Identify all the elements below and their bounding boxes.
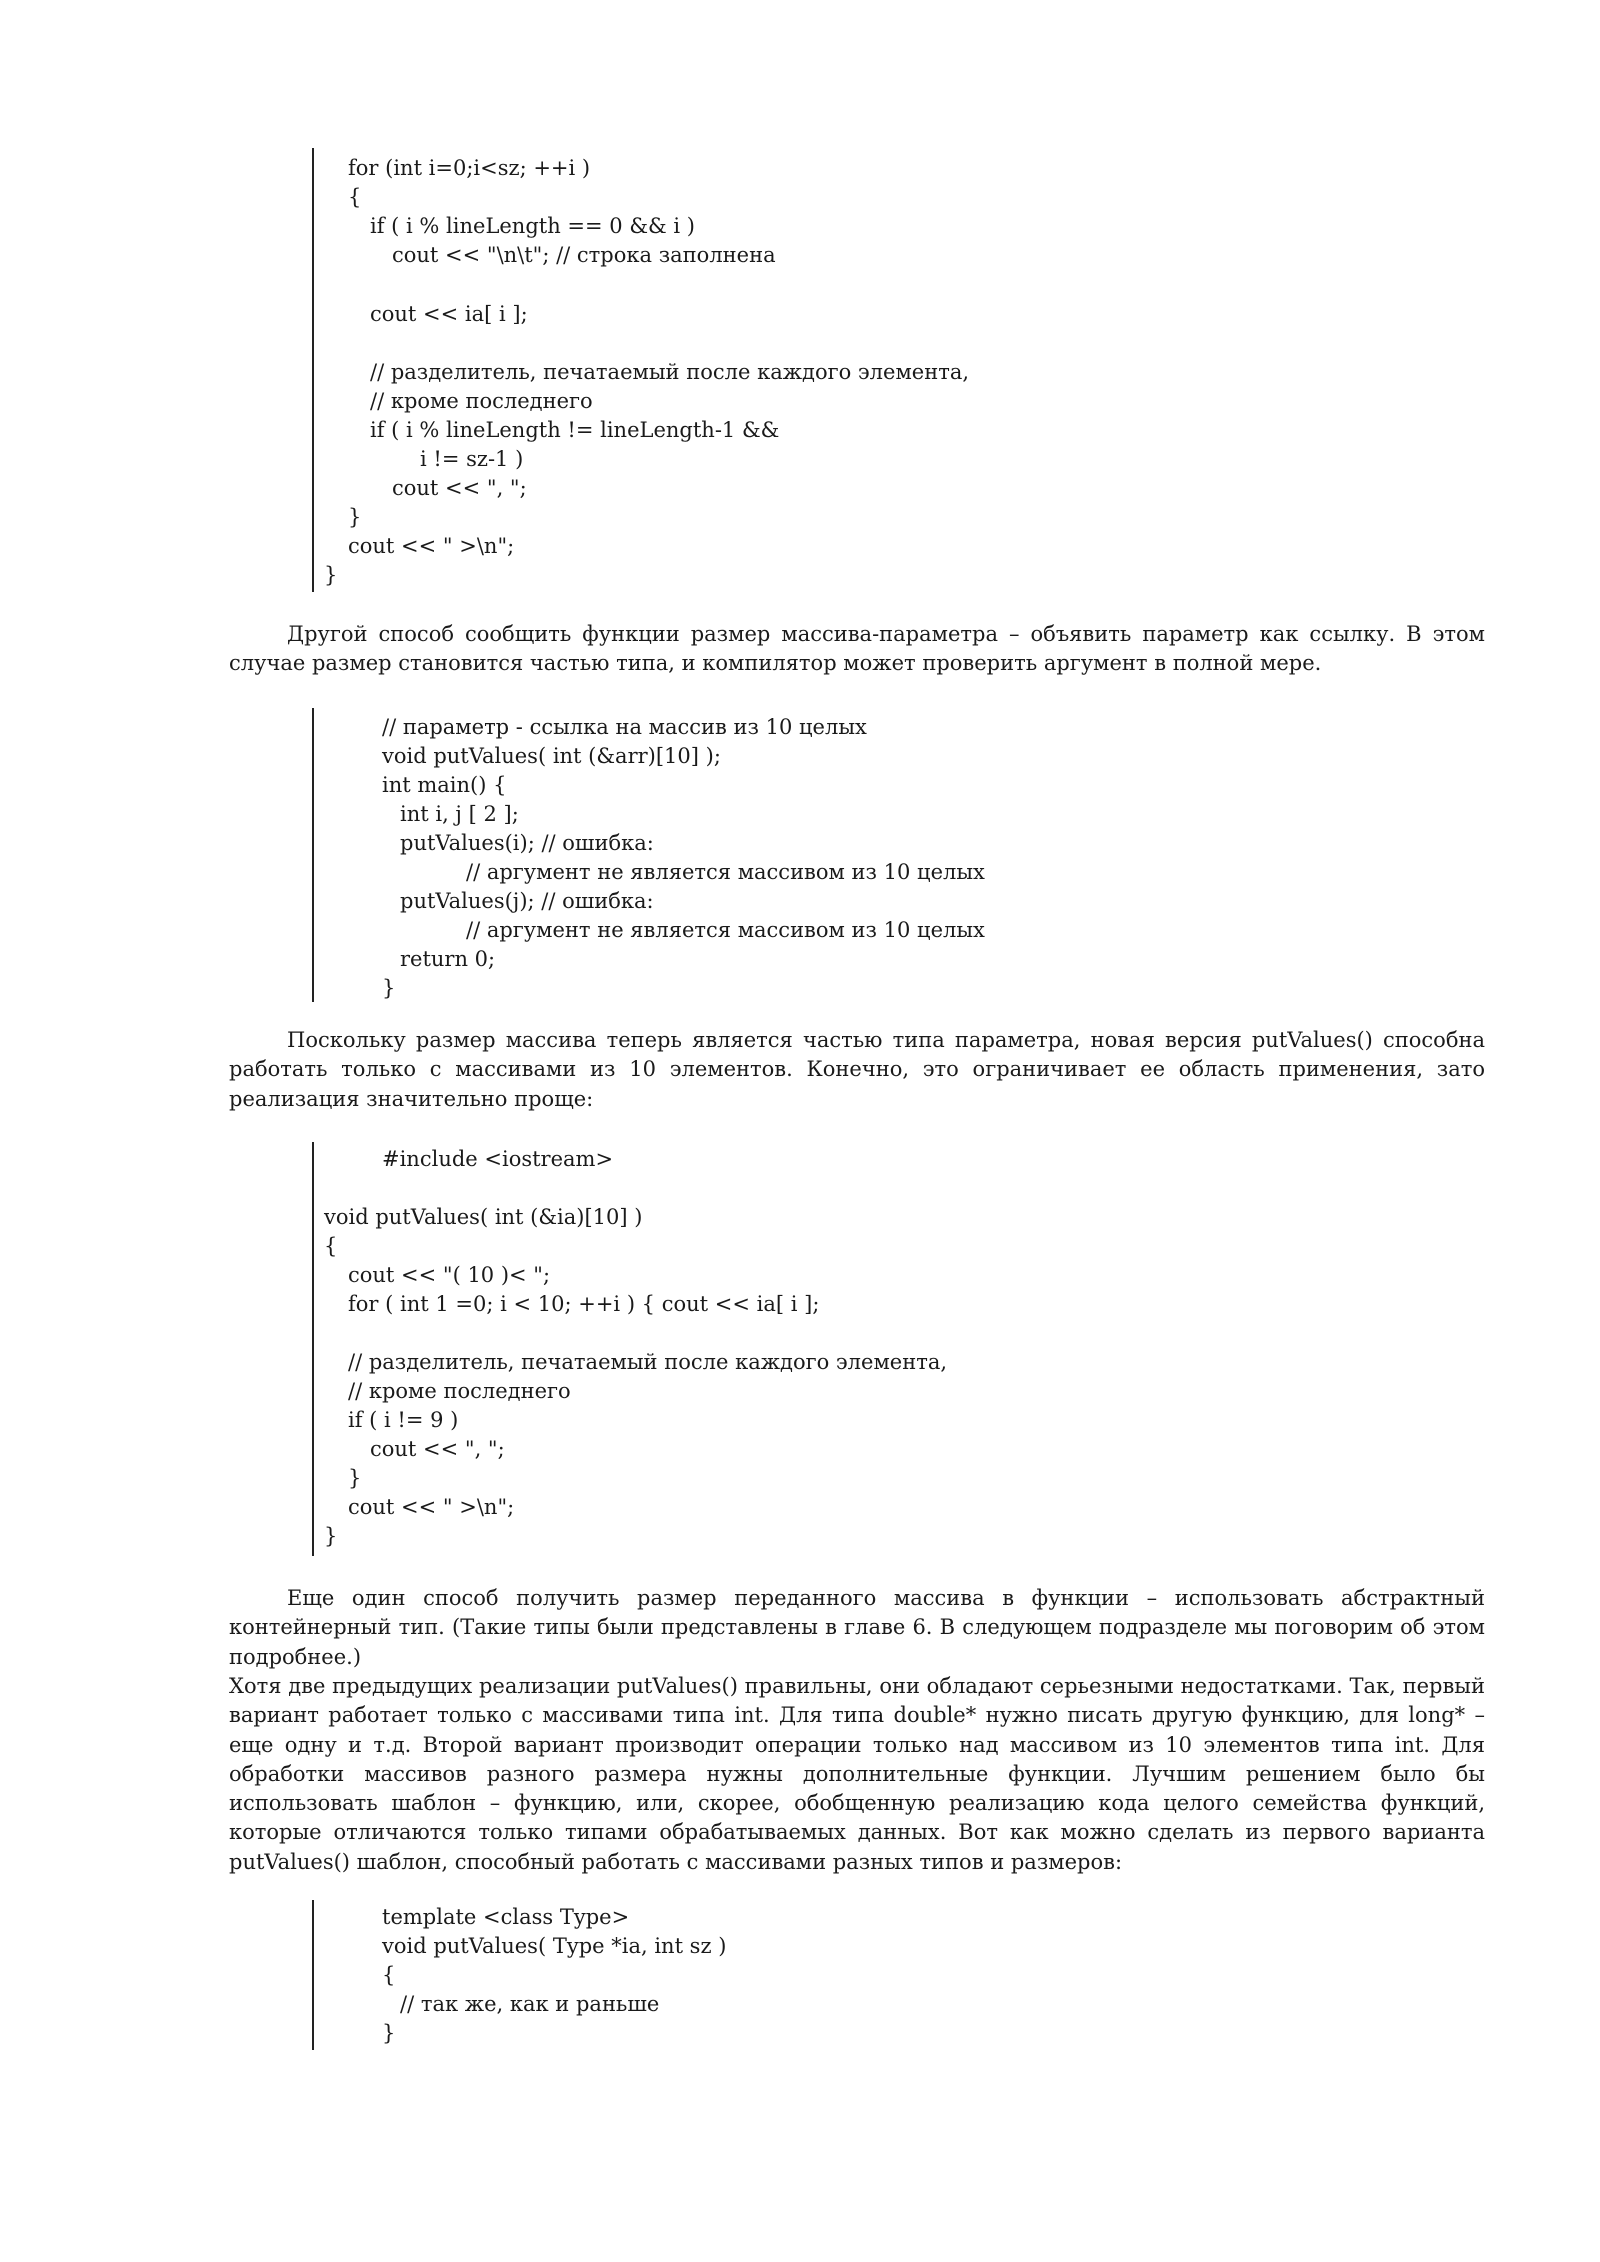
code-line: for (int i=0;i<sz; ++i ) <box>348 156 591 180</box>
code-line: cout << " >\n"; <box>348 1495 515 1519</box>
code-line: } <box>382 2021 396 2045</box>
code-line: cout << ", "; <box>370 1437 505 1461</box>
code-line: // кроме последнего <box>348 1379 571 1403</box>
code-line: putValues(i); // ошибка: <box>400 831 654 855</box>
code-line: for ( int 1 =0; i < 10; ++i ) { cout << ia[ i ]; <box>348 1292 820 1316</box>
code-line: if ( i % lineLength == 0 && i ) <box>370 214 695 238</box>
code-line: // кроме последнего <box>370 389 593 413</box>
paragraph: Другой способ сообщить функции размер массива-параметра – объявить параметр как ссылку. В этом случае размер становится частью типа, и компилятор может проверить аргумент в полной мере. <box>229 622 1485 676</box>
code-line: // аргумент не является массивом из 10 целых <box>466 860 985 884</box>
code-line: int i, j [ 2 ]; <box>400 802 519 826</box>
code-line: } <box>324 563 338 587</box>
code-line: template <class Type> <box>382 1905 630 1929</box>
code-line: return 0; <box>400 947 496 971</box>
code-line: cout << ", "; <box>392 476 527 500</box>
code-line: cout << "\n\t"; // строка заполнена <box>392 243 776 267</box>
code-line: } <box>324 1524 338 1548</box>
code-line: int main() { <box>382 773 507 797</box>
code-line: void putValues( Type *ia, int sz ) <box>382 1934 727 1958</box>
code-line: } <box>348 505 362 529</box>
code-line: // разделитель, печатаемый после каждого элемента, <box>370 360 970 384</box>
paragraph: Хотя две предыдущих реализации putValues() правильны, они обладают серьезными недостатками. Так, первый вариант работает только с массивами типа int. Для типа double* нужно писать другую функцию, для long* – еще одну и т.д. Второй вариант производит операции только над массивом из 10 элементов типа int. Для обработки массивов разного размера нужны дополнительные функции. Лучшим решением было бы использовать шаблон – функцию, или, скорее, обобщенную реализацию кода целого семейства функций, которые отличаются только типами обрабатываемых данных. Вот как можно сделать из первого варианта putValues() шаблон, способный работать с массивами разных типов и размеров: <box>229 1674 1485 1874</box>
code-line: { <box>382 1963 396 1987</box>
code-line: cout << "( 10 )< "; <box>348 1263 551 1287</box>
code-line: // разделитель, печатаемый после каждого элемента, <box>348 1350 948 1374</box>
code-block-1 <box>312 148 1074 592</box>
paragraph: Поскольку размер массива теперь является частью типа параметра, новая версия putValues() способна работать только с массивами из 10 элементов. Конечно, это ограничивает ее область применения, зато реализация значительно проще: <box>229 1028 1485 1111</box>
code-line: void putValues( int (&arr)[10] ); <box>382 744 721 768</box>
code-line: putValues(j); // ошибка: <box>400 889 654 913</box>
code-line: { <box>324 1234 338 1258</box>
code-line: } <box>348 1466 362 1490</box>
code-line: cout << " >\n"; <box>348 534 515 558</box>
code-block-3 <box>312 1142 1074 1556</box>
code-line: { <box>348 185 362 209</box>
code-line: // параметр - ссылка на массив из 10 целых <box>382 715 867 739</box>
code-line: // аргумент не является массивом из 10 целых <box>466 918 985 942</box>
code-line: cout << ia[ i ]; <box>370 302 528 326</box>
code-line: // так же, как и раньше <box>400 1992 660 2016</box>
code-block-2 <box>312 708 1074 1002</box>
code-line: void putValues( int (&ia)[10] ) <box>324 1205 643 1229</box>
code-line: i != sz-1 ) <box>420 447 524 471</box>
code-line: if ( i % lineLength != lineLength-1 && <box>370 418 780 442</box>
code-line: #include <iostream> <box>382 1147 614 1171</box>
code-block-4 <box>312 1900 1074 2050</box>
code-line: } <box>382 976 396 1000</box>
paragraph: Еще один способ получить размер переданного массива в функции – использовать абстрактный контейнерный тип. (Такие типы были представлены в главе 6. В следующем подразделе мы поговорим об этом подробнее.) <box>229 1586 1485 1669</box>
code-line: if ( i != 9 ) <box>348 1408 459 1432</box>
